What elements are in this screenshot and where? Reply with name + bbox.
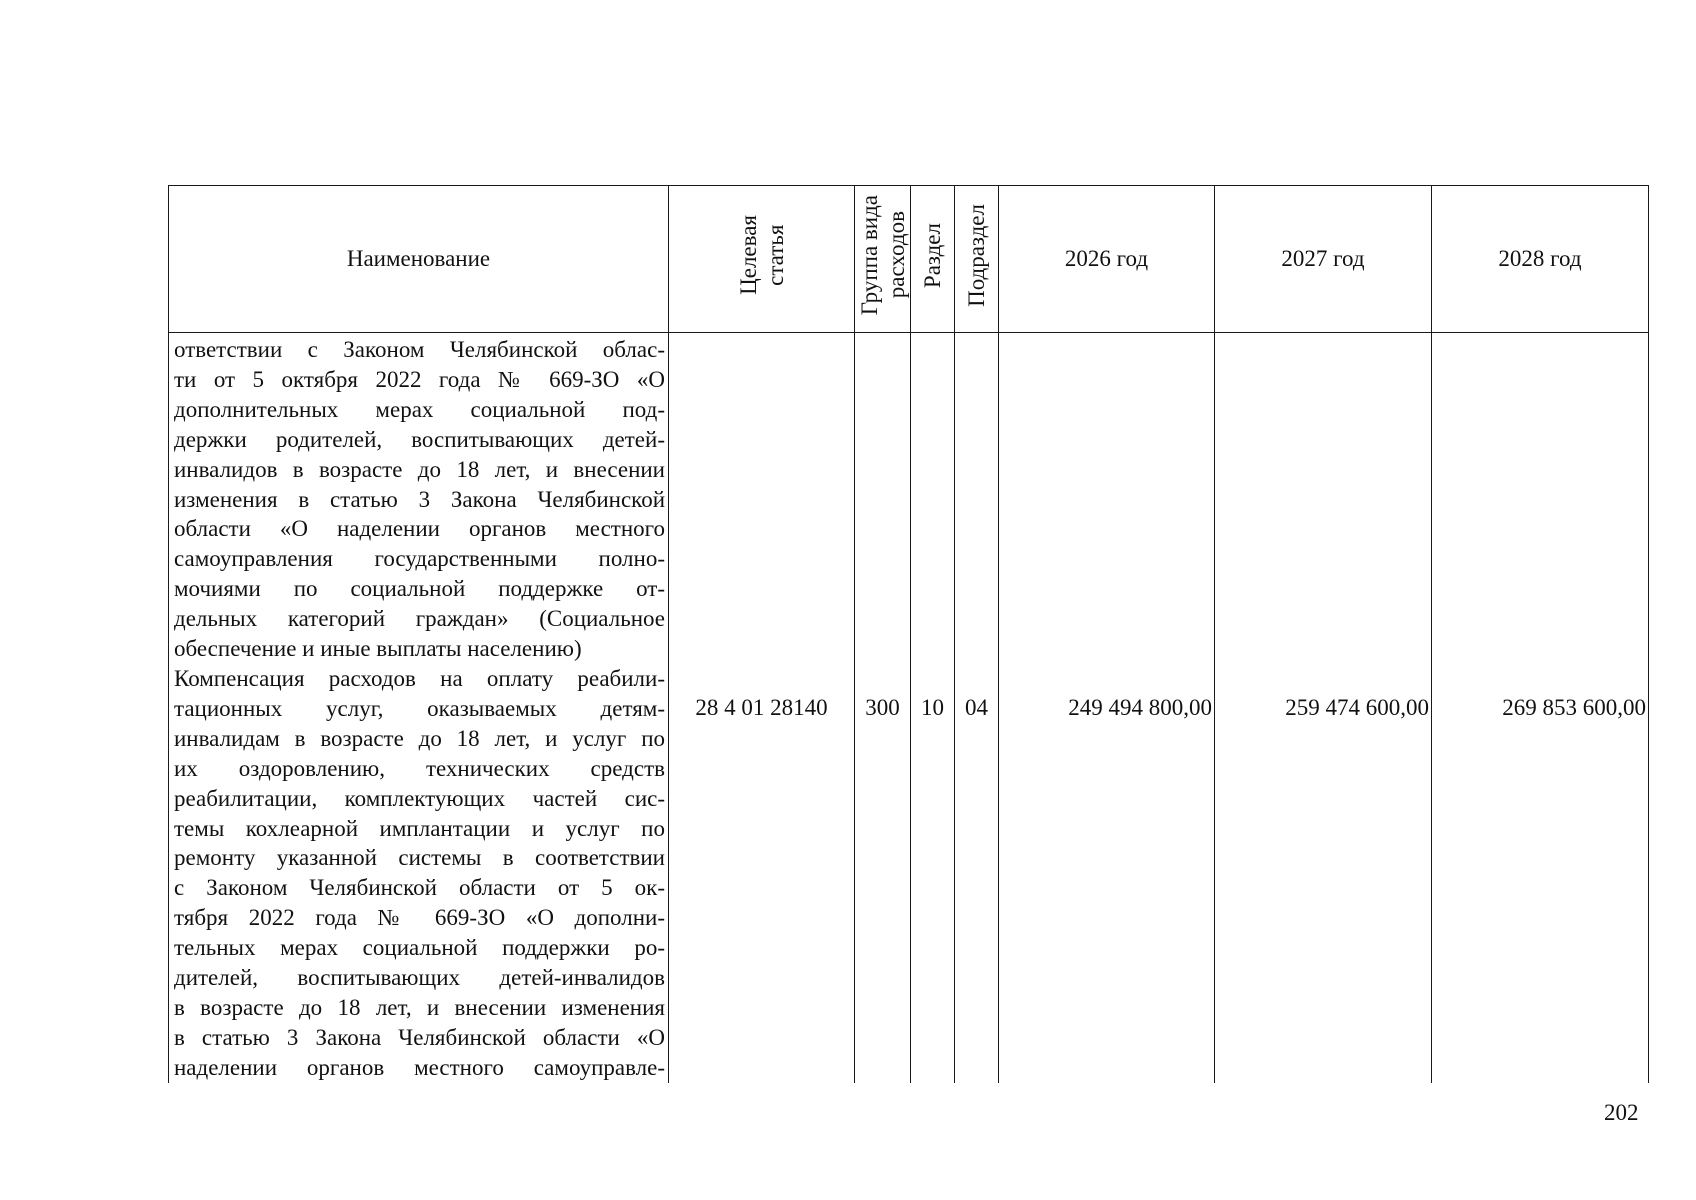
name-line: дельных категорий граждан» (Социальное <box>174 606 665 632</box>
row-amount-2026: 249 494 800,00 <box>999 333 1215 1083</box>
row-name-text <box>174 335 665 1083</box>
name-line: ти от 5 октября 2022 года № 669-ЗО «О <box>174 366 665 392</box>
name-line: наделении органов местного самоуправле- <box>174 1054 665 1080</box>
name-line: в возрасте до 18 лет, и внесении изменения <box>174 994 665 1020</box>
name-line: ремонту указанной системы в соответствии <box>174 845 665 871</box>
name-line: инвалидов в возрасте до 18 лет, и внесении <box>174 456 665 482</box>
table-row <box>169 333 1649 1083</box>
page-number: 202 <box>1604 1100 1639 1125</box>
header-year-2028 <box>1432 186 1649 333</box>
header-year-2026 <box>999 186 1215 333</box>
name-line: инвалидам в возрасте до 18 лет, и услуг по <box>174 725 665 751</box>
header-row <box>169 186 1649 333</box>
name-line: их оздоровлению, технических средств <box>174 755 665 781</box>
header-year-2026-label: 2026 год <box>1064 246 1149 272</box>
name-line: изменения в статью 3 Закона Челябинской <box>174 486 665 512</box>
name-line: дополнительных мерах социальной под- <box>174 396 665 422</box>
row-target-item: 28 4 01 28140 <box>669 333 855 1083</box>
header-name-label: Наименование <box>346 246 491 272</box>
header-target-item-label: Целевая статья <box>735 215 788 295</box>
header-subsection <box>955 186 999 333</box>
header-section <box>911 186 955 333</box>
header-year-2027 <box>1215 186 1432 333</box>
name-line: в статью 3 Закона Челябинской области «О <box>174 1024 665 1050</box>
header-year-2028-label: 2028 год <box>1498 246 1582 272</box>
header-year-2027-label: 2027 год <box>1281 246 1365 272</box>
row-amount-2028: 269 853 600,00 <box>1432 333 1649 1083</box>
name-line: мочиями по социальной поддержке от- <box>174 576 665 602</box>
name-line: тября 2022 года № 669-ЗО «О дополни- <box>174 905 665 931</box>
row-expense-group: 300 <box>855 333 911 1083</box>
name-line: тельных мерах социальной поддержки ро- <box>174 935 665 961</box>
name-line: обеспечение и иные выплаты населению) <box>174 636 582 662</box>
name-line: темы кохлеарной имплантации и услуг по <box>174 815 665 841</box>
name-line: с Законом Челябинской области от 5 ок- <box>174 875 665 901</box>
name-line: Компенсация расходов на оплату реабили- <box>174 665 665 691</box>
header-section-label: Раздел <box>919 222 945 288</box>
header-name <box>169 186 669 333</box>
name-line: самоуправления государственными полно- <box>174 546 665 572</box>
name-line: области «О наделении органов местного <box>174 516 665 542</box>
header-expense-group <box>855 186 911 333</box>
row-amount-2027: 259 474 600,00 <box>1215 333 1432 1083</box>
header-expense-group-label: Группа вида расходов <box>856 194 909 316</box>
name-line: тационных услуг, оказываемых детям- <box>174 695 665 721</box>
budget-table <box>168 185 1649 1083</box>
name-line: дителей, воспитывающих детей-инвалидов <box>174 965 665 991</box>
name-line: держки родителей, воспитывающих детей- <box>174 426 665 452</box>
name-line: ответствии с Законом Челябинской облас- <box>174 337 665 362</box>
row-name-cell <box>169 333 669 1083</box>
row-section: 10 <box>911 333 955 1083</box>
header-subsection-label: Подраздел <box>963 203 989 307</box>
name-line: реабилитации, комплектующих частей сис- <box>174 785 665 811</box>
header-target-item <box>669 186 855 333</box>
row-subsection: 04 <box>955 333 999 1083</box>
